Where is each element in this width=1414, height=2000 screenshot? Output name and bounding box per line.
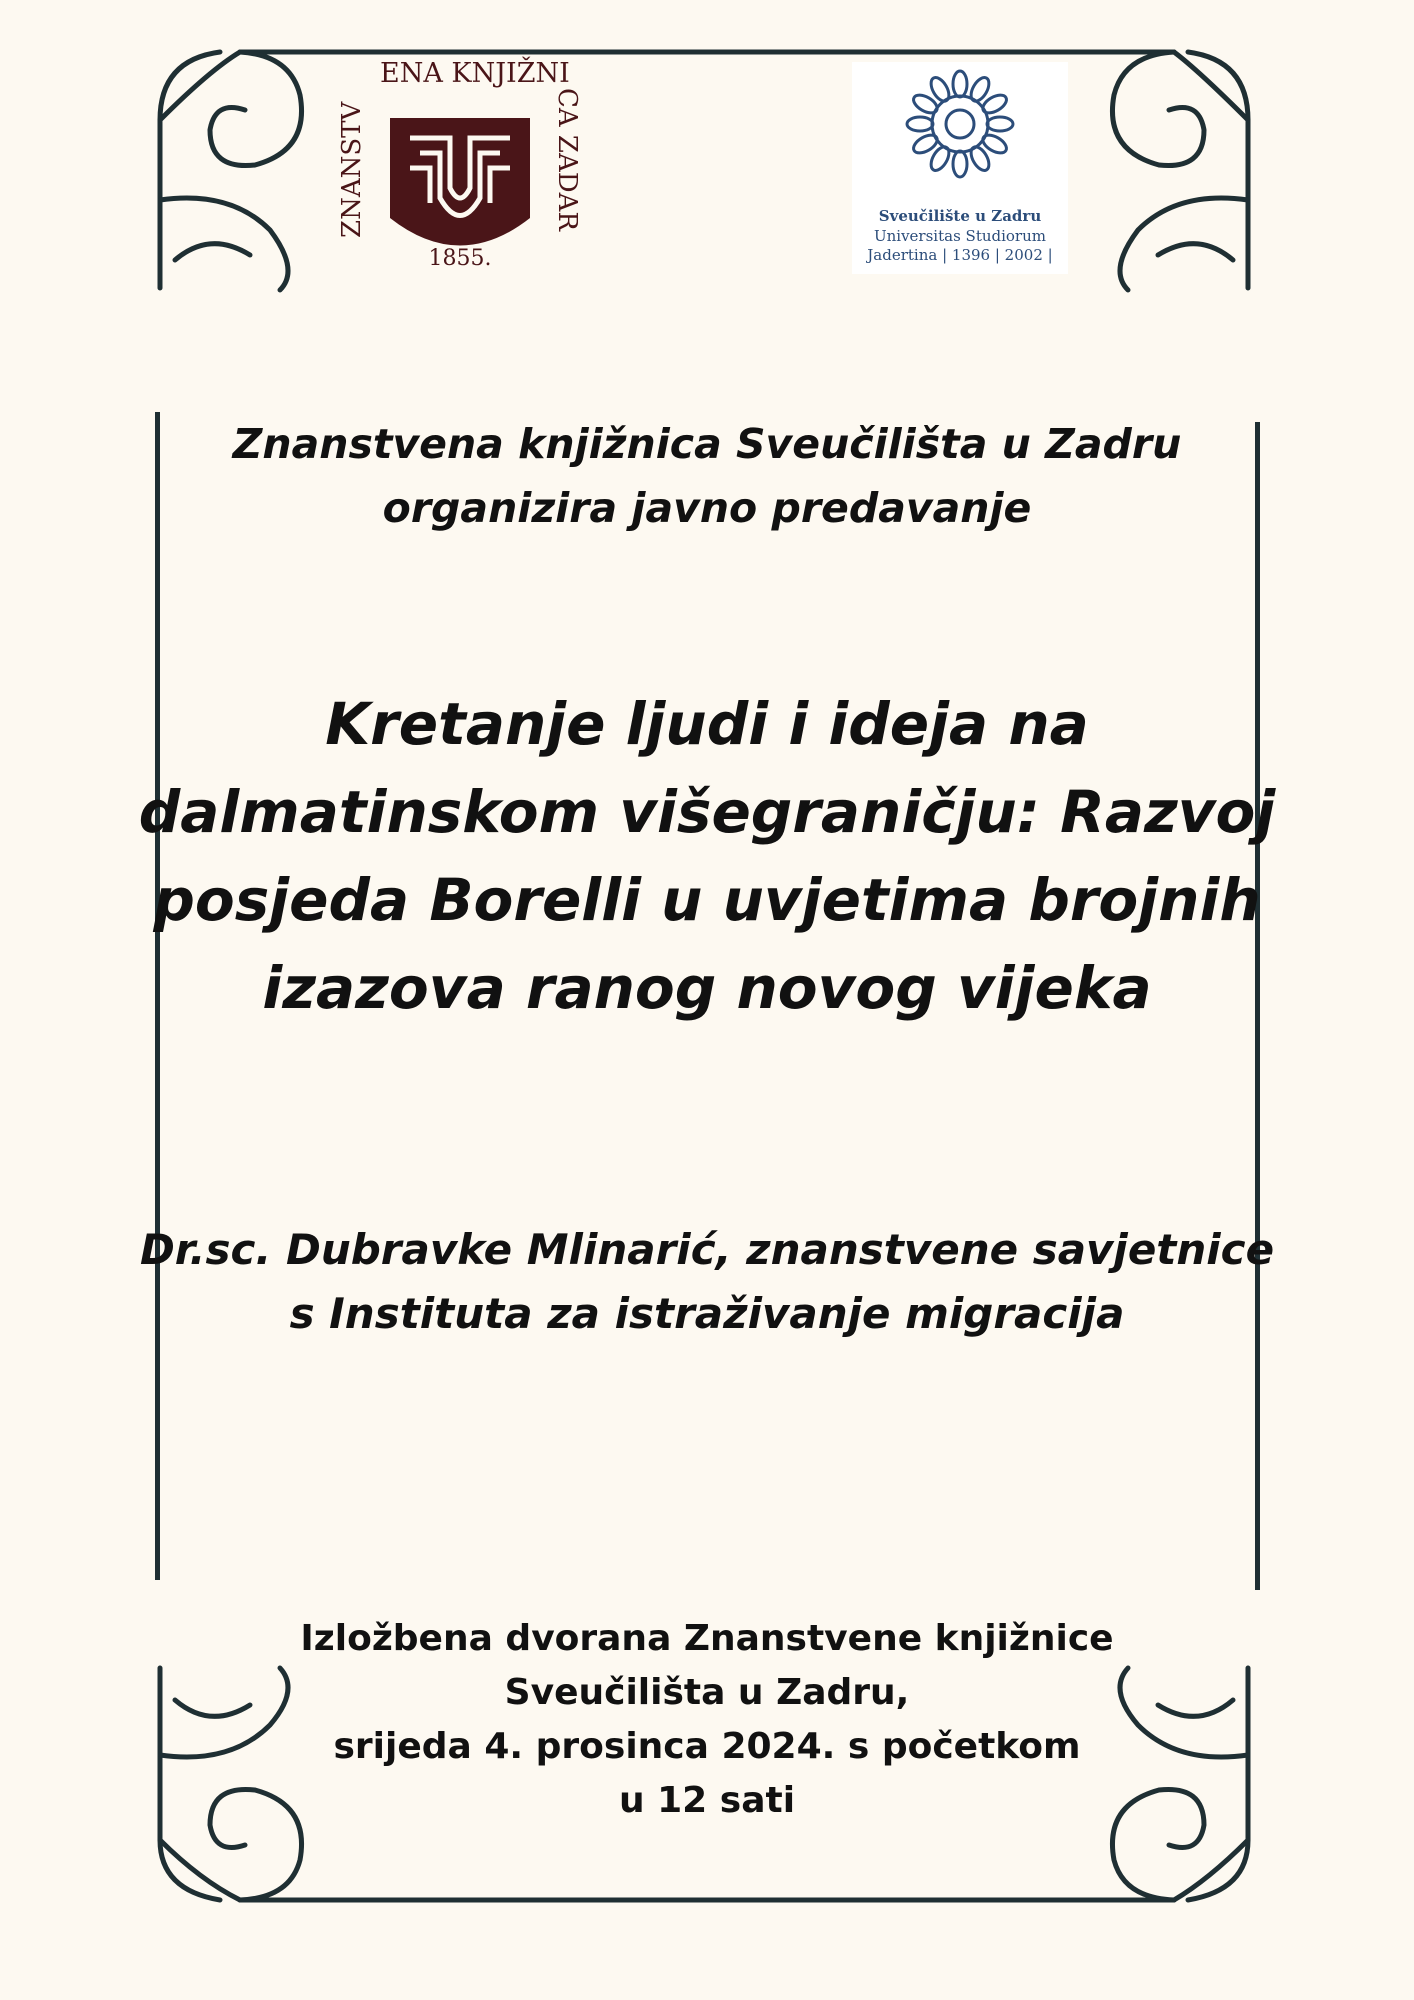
venue-info (0, 1612, 1414, 1828)
lecturer-line-1: Dr.sc. Dubravke Mlinarić, znanstvene savjetnice (139, 1225, 1275, 1274)
university-latin-name: Universitas Studiorum (873, 227, 1046, 245)
lecturer-info (0, 1218, 1414, 1346)
university-emblem (852, 62, 1068, 202)
library-logo (337, 58, 582, 278)
intro-line-2: organizira javno predavanje (382, 484, 1032, 532)
library-year: 1855. (428, 246, 492, 271)
intro-text (0, 412, 1414, 540)
lecture-title (0, 680, 1414, 1032)
title-line-3: posjeda Borelli u uvjetima brojnih (153, 866, 1261, 934)
university-latin-years: Jadertina | 1396 | 2002 | (867, 246, 1053, 264)
venue-line-4: u 12 sati (618, 1780, 796, 1821)
university-logo (852, 62, 1068, 274)
title-line-2: dalmatinskom višegraničju: Razvoj (138, 778, 1276, 846)
lecturer-line-2: s Instituta za istraživanje migracija (289, 1289, 1125, 1338)
venue-line-3: srijeda 4. prosinca 2024. s početkom (333, 1726, 1081, 1767)
title-line-4: izazova ranog novog vijeka (262, 954, 1152, 1022)
university-name: Sveučilište u Zadru (878, 207, 1042, 225)
library-arc-left-text: ZNANSTV (337, 101, 367, 238)
library-arc-right-text: CA ZADAR (552, 88, 582, 231)
library-arc-top-text: ENA KNJIŽNI (380, 58, 570, 89)
intro-line-1: Znanstvena knjižnica Sveučilišta u Zadru (232, 420, 1182, 468)
venue-line-1: Izložbena dvorana Znanstvene knjižnice (300, 1618, 1114, 1659)
title-line-1: Kretanje ljudi i ideja na (325, 690, 1089, 758)
venue-line-2: Sveučilišta u Zadru, (504, 1672, 910, 1713)
library-emblem (340, 58, 580, 278)
